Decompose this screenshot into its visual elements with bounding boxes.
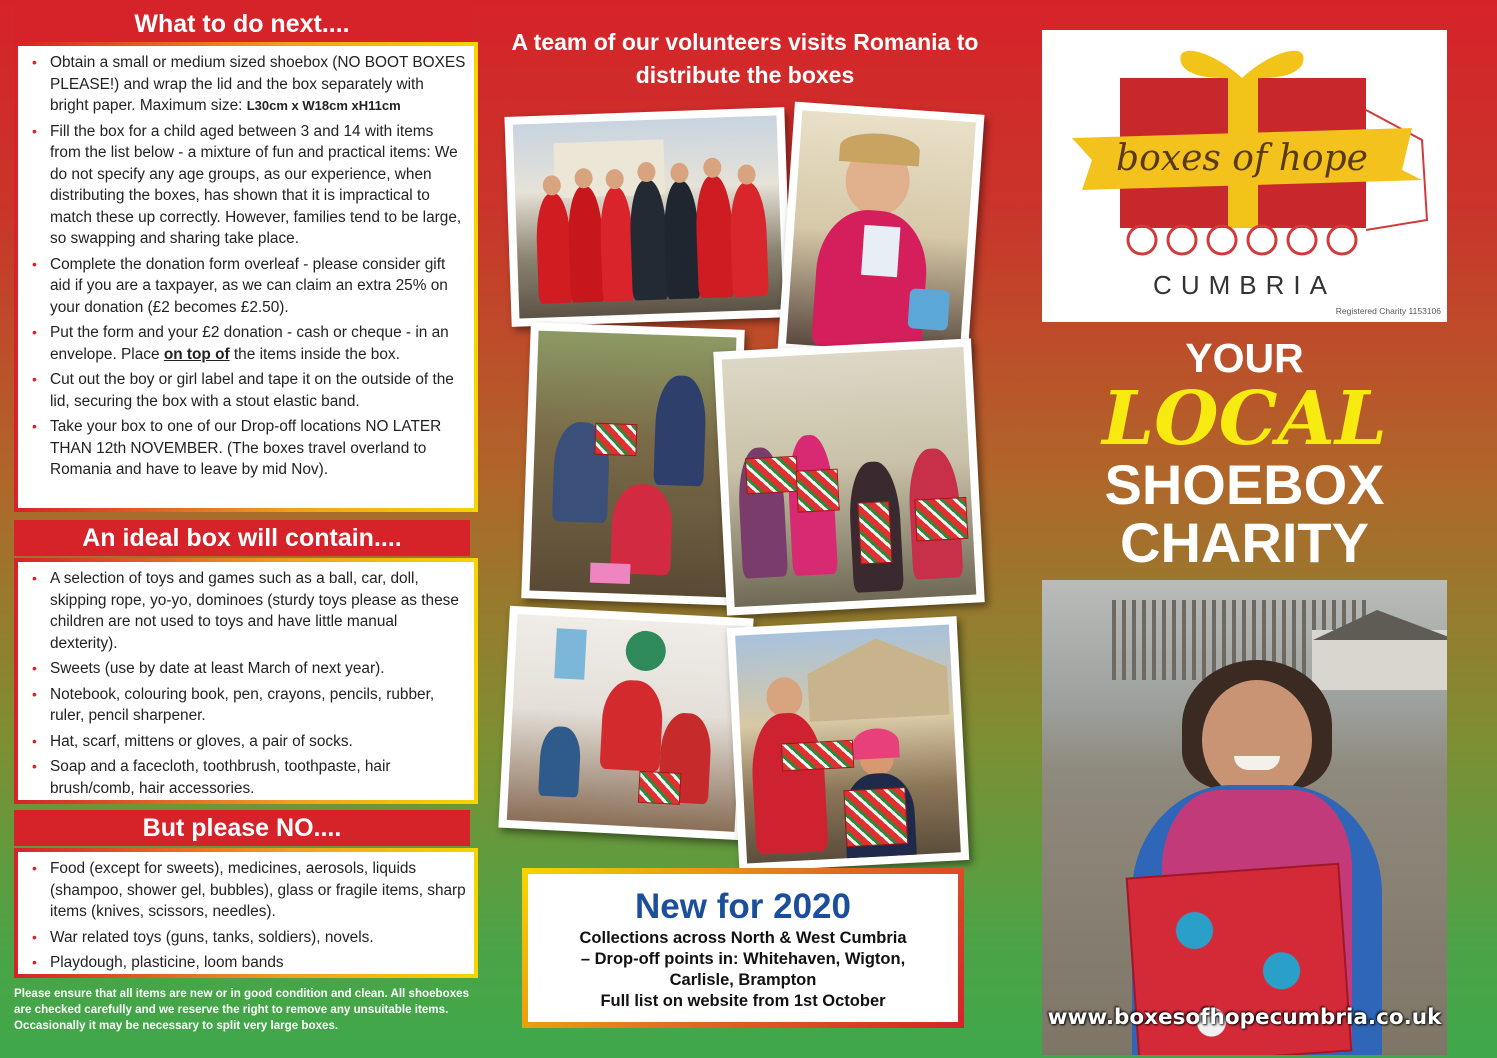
photo-smiling-girl — [1042, 580, 1447, 1055]
photo-classroom — [498, 606, 753, 840]
list-item: • Fill the box for a child aged between 3 and 14 with items from the list below - a mixture of fun and practical items: We do not specify any age groups, as our experience, when distributing the boxes, has shown that it is impractical to match these up correctly. However, families tend to be large, so swapping and sharing take place. — [50, 121, 466, 250]
list-item: • Notebook, colouring book, pen, crayons, pencils, rubber, ruler, pencil sharpener. — [50, 684, 466, 727]
new-for-2020-text — [528, 928, 958, 1012]
tagline-charity: CHARITY — [1120, 511, 1369, 574]
list-item: • Obtain a small or medium sized shoebox (NO BOOT BOXES PLEASE!) and wrap the lid and the box separately with bright paper. Maximum size: L30cm x W18cm xH11cm — [50, 52, 466, 117]
list-item: • Cut out the boy or girl label and tape it on the outside of the lid, securing the box with a stout elastic band. — [50, 369, 466, 412]
tagline-local: LOCAL — [1102, 376, 1387, 462]
tagline-shoebox: SHOEBOX — [1104, 453, 1385, 516]
list-item: • War related toys (guns, tanks, soldiers), novels. — [50, 927, 466, 949]
please-no-box — [14, 848, 478, 978]
photo-children-gifts — [713, 338, 984, 615]
new-line: – Drop-off points in: Whitehaven, Wigton, — [580, 950, 906, 968]
new-line: Carlisle, Brampton — [669, 971, 817, 989]
website-link[interactable]: www.boxesofhopecumbria.co.uk — [1047, 1005, 1442, 1030]
photo-village-children — [727, 616, 969, 872]
boxes-of-hope-logo — [1042, 30, 1447, 322]
photo-girl-with-box — [778, 102, 985, 365]
left-panel — [0, 0, 480, 1058]
volunteers-title: A team of our volunteers visits Romania to distribute the boxes — [511, 29, 979, 88]
list-item: • Take your box to one of our Drop-off locations NO LATER THAN 12th NOVEMBER. (The boxes travel overland to Romania and have to leave by mid Nov). — [50, 416, 466, 481]
what-to-do-heading: What to do next.... — [14, 6, 470, 42]
logo-gift-icon — [1042, 30, 1447, 270]
new-for-2020-title: New for 2020 — [635, 887, 851, 926]
photo-children-woods — [521, 322, 745, 605]
list-item: • A selection of toys and games such as a ball, car, doll, skipping rope, yo-yo, dominoes (sturdy toys please as these children are not used to toys and have little manual dexterity). — [50, 568, 466, 654]
please-no-heading: But please NO.... — [14, 810, 470, 846]
list-item: • Soap and a facecloth, toothbrush, toothpaste, hair brush/comb, hair accessories. — [50, 756, 466, 799]
what-to-do-box — [14, 42, 478, 512]
new-line: Full list on website from 1st October — [600, 992, 886, 1010]
list-item: • Playdough, plasticine, loom bands — [50, 952, 466, 974]
photo-volunteers — [504, 107, 791, 327]
tagline-your: YOUR — [1185, 335, 1304, 381]
registered-charity: Registered Charity 1153106 — [1335, 306, 1441, 316]
ideal-box-heading: An ideal box will contain.... — [14, 520, 470, 556]
list-item: • Food (except for sweets), medicines, aerosols, liquids (shampoo, shower gel, bubbles), glass or fragile items, sharp items (knives, scissors, needles). — [50, 858, 466, 923]
logo-region: CUMBRIA — [1153, 270, 1336, 300]
new-line: Collections across North & West Cumbria — [579, 929, 907, 947]
footnote: Please ensure that all items are new or in good condition and clean. All shoeboxes are checked carefully and we reserve the right to remove any unsuitable items. Occasionally it may be necessary to split very large boxes. — [14, 987, 470, 1032]
ideal-box-box — [14, 558, 478, 804]
list-item: • Sweets (use by date at least March of next year). — [50, 658, 466, 680]
new-for-2020-box — [522, 868, 964, 1028]
list-item: • Hat, scarf, mittens or gloves, a pair of socks. — [50, 731, 466, 753]
list-item: • Complete the donation form overleaf - please consider gift aid if you are a taxpayer, as we can claim an extra 25% on your donation (£2 becomes £2.50). — [50, 254, 466, 319]
list-item: • Put the form and your £2 donation - cash or cheque - in an envelope. Place on top of the items inside the box. — [50, 322, 466, 365]
logo-script-text: boxes of hope — [1116, 138, 1368, 179]
